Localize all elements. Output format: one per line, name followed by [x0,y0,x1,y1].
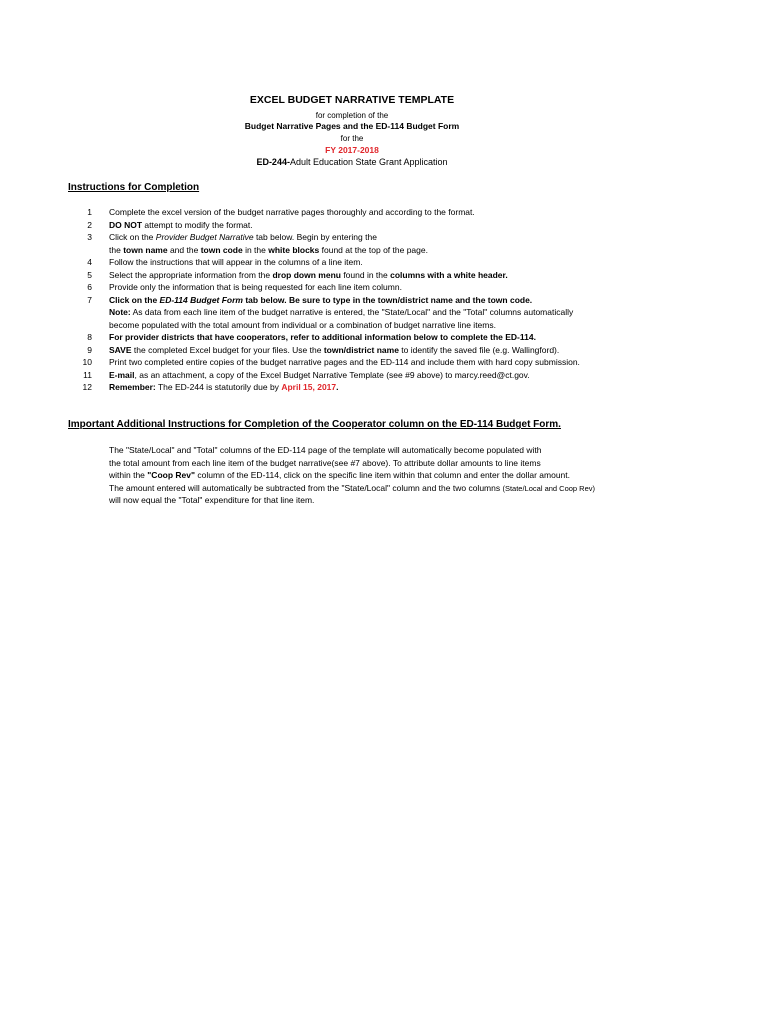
item-text: Print two completed entire copies of the budget narrative pages and the ED-114 and include them with hard copy submission. [109,357,580,367]
paragraph-line: will now equal the "Total" expenditure for that line item. [109,495,315,505]
subtitle-line-1: for completion of the [315,111,389,120]
list-item [68,369,748,382]
list-item [68,306,748,319]
additional-instructions-heading: Important Additional Instructions for Completion of the Cooperator column on the ED-114 Budget Form. [68,419,561,430]
item-text: SAVE the completed Excel budget for your files. Use the town/district name to identify the saved file (e.g. Wallingford). [109,344,560,355]
list-item [68,219,748,232]
list-item [68,244,748,257]
application-name [152,157,552,167]
item-number: 11 [83,369,92,380]
item-text: Note: As data from each line item of the budget narrative is entered, the "State/Local" and the "Total" columns automatically [109,307,574,317]
item-text: For provider districts that have cooperators, refer to additional information below to complete the ED-114. [109,332,536,342]
item-text: Click on the Provider Budget Narrative tab below. Begin by entering the [109,232,377,242]
list-item [68,381,748,394]
item-number: 10 [82,357,92,367]
list-item [68,281,748,294]
list-item [68,356,748,369]
item-number: 1 [87,207,92,217]
fiscal-year: FY 2017-2018 [325,145,379,155]
list-item [68,294,748,307]
list-item [68,269,748,282]
list-item [68,231,748,244]
paragraph-line: the total amount from each line item of the budget narrative(see #7 above). To attribute dollar amounts to line items [109,457,541,468]
item-text: DO NOT attempt to modify the format. [109,219,253,230]
item-text: Complete the excel version of the budget narrative pages thoroughly and according to the format. [109,207,475,217]
item-number: 8 [87,332,92,342]
instructions-list [68,206,748,394]
item-text: become populated with the total amount from individual or a combination of budget narrative line items. [109,319,496,330]
additional-instructions-paragraph [109,444,595,507]
list-item [68,256,748,269]
item-number: 9 [87,344,92,355]
paragraph-line: within the "Coop Rev" column of the ED-114, click on the specific line item within that column and enter the dollar amount. [109,470,570,480]
item-text: the town name and the town code in the white blocks found at the top of the page. [109,244,428,255]
item-number: 3 [87,232,92,242]
item-number: 12 [82,382,92,392]
subtitle-line-2: Budget Narrative Pages and the ED-114 Budget Form [244,121,460,131]
due-date: April 15, 2017 [281,382,337,392]
application-title: Adult Education State Grant Application [289,157,448,167]
item-number: 7 [87,294,92,305]
paragraph-line: The "State/Local" and "Total" columns of the ED-114 page of the template will automatically become populated with [109,445,542,455]
document-title: EXCEL BUDGET NARRATIVE TEMPLATE [249,94,455,106]
item-text: Select the appropriate information from the drop down menu found in the columns with a white header. [109,269,508,280]
instructions-heading: Instructions for Completion [68,182,200,193]
item-number: 2 [87,219,92,230]
list-item [68,344,748,357]
item-text: E-mail, as an attachment, a copy of the Excel Budget Narrative Template (see #9 above) to marcy.reed@ct.gov. [109,369,530,380]
item-number: 4 [87,257,92,267]
subtitle-line-3: for the [340,134,364,143]
item-text: Follow the instructions that will appear in the columns of a line item. [109,257,363,267]
list-item [68,331,748,344]
item-text: Click on the ED-114 Budget Form tab below. Be sure to type in the town/district name and the town code. [109,294,533,305]
list-item [68,206,748,219]
item-number: 5 [87,269,92,280]
paragraph-line: The amount entered will automatically be subtracted from the "State/Local" column and the two columns (State/Local and Coop Rev) [109,482,596,493]
item-text: Provide only the information that is being requested for each line item column. [109,282,402,292]
application-code: ED-244- [256,157,290,167]
list-item [68,319,748,332]
item-text: Remember: The ED-244 is statutorily due by April 15, 2017. [109,382,339,392]
item-number: 6 [87,282,92,292]
